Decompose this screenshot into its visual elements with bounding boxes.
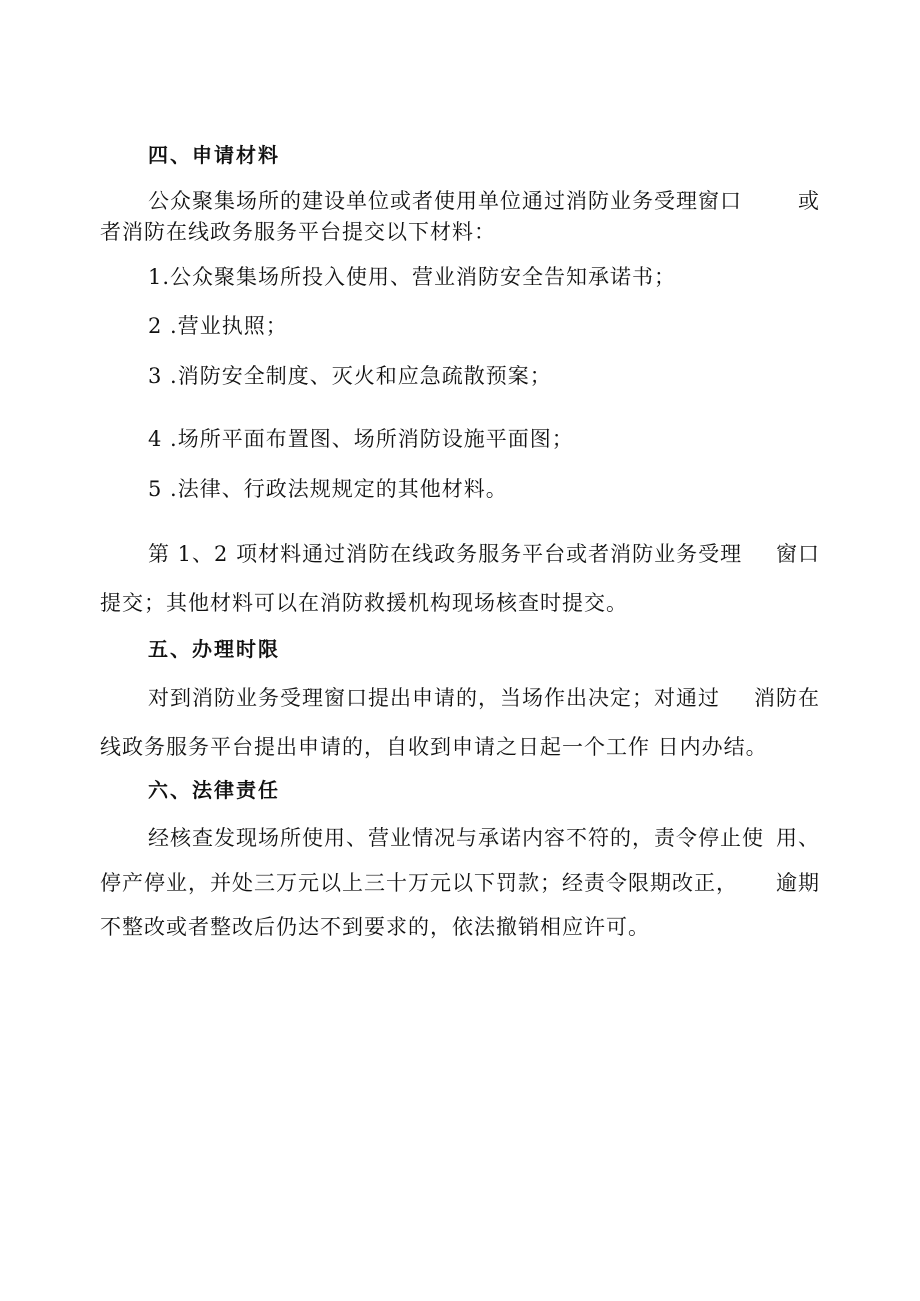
liability-line-1-end: 用、 xyxy=(776,826,820,850)
time-limit-line-1-text: 对到消防业务受理窗口提出申请的，当场作出决定；对通过 xyxy=(148,686,720,710)
material-item-4: 4 .场所平面布置图、场所消防设施平面图； xyxy=(148,427,574,451)
time-limit-line-1-end: 消防在 xyxy=(754,686,820,710)
note-line-2: 提交；其他材料可以在消防救援机构现场核查时提交。 xyxy=(100,591,628,615)
time-limit-line-1 xyxy=(148,684,820,712)
intro-line-1-end: 或 xyxy=(798,189,820,213)
section-heading-processing-time: 五、办理时限 xyxy=(148,637,280,661)
liability-line-1-text: 经核查发现场所使用、营业情况与承诺内容不符的，责令停止使 xyxy=(148,826,764,850)
liability-line-3: 不整改或者整改后仍达不到要求的，依法撤销相应许可。 xyxy=(100,915,650,939)
note-line-1-text: 第 1、2 项材料通过消防在线政务服务平台或者消防业务受理 xyxy=(148,542,743,566)
section-heading-application-materials: 四、申请材料 xyxy=(148,143,280,167)
liability-line-2 xyxy=(100,869,820,897)
time-limit-line-2: 线政务服务平台提出申请的，自收到申请之日起一个工作 日内办结。 xyxy=(100,735,768,759)
intro-line-2: 者消防在线政务服务平台提交以下材料： xyxy=(100,220,496,244)
section-heading-legal-liability: 六、法律责任 xyxy=(148,778,280,802)
liability-line-2-end: 逾期 xyxy=(776,871,820,895)
note-line-1 xyxy=(148,540,820,568)
material-item-3: 3 .消防安全制度、灭火和应急疏散预案； xyxy=(148,364,552,388)
material-item-5: 5 .法律、行政法规规定的其他材料。 xyxy=(148,477,508,501)
liability-line-1 xyxy=(148,824,820,852)
note-line-1-end: 窗口 xyxy=(776,542,820,566)
intro-line-1-text: 公众聚集场所的建设单位或者使用单位通过消防业务受理窗口 xyxy=(148,189,742,213)
material-item-1: 1.公众聚集场所投入使用、营业消防安全告知承诺书； xyxy=(148,265,677,289)
liability-line-2-text: 停产停业，并处三万元以上三十万元以下罚款；经责令限期改正， xyxy=(100,871,738,895)
material-item-2: 2 .营业执照； xyxy=(148,314,288,338)
intro-line-1 xyxy=(148,187,820,215)
